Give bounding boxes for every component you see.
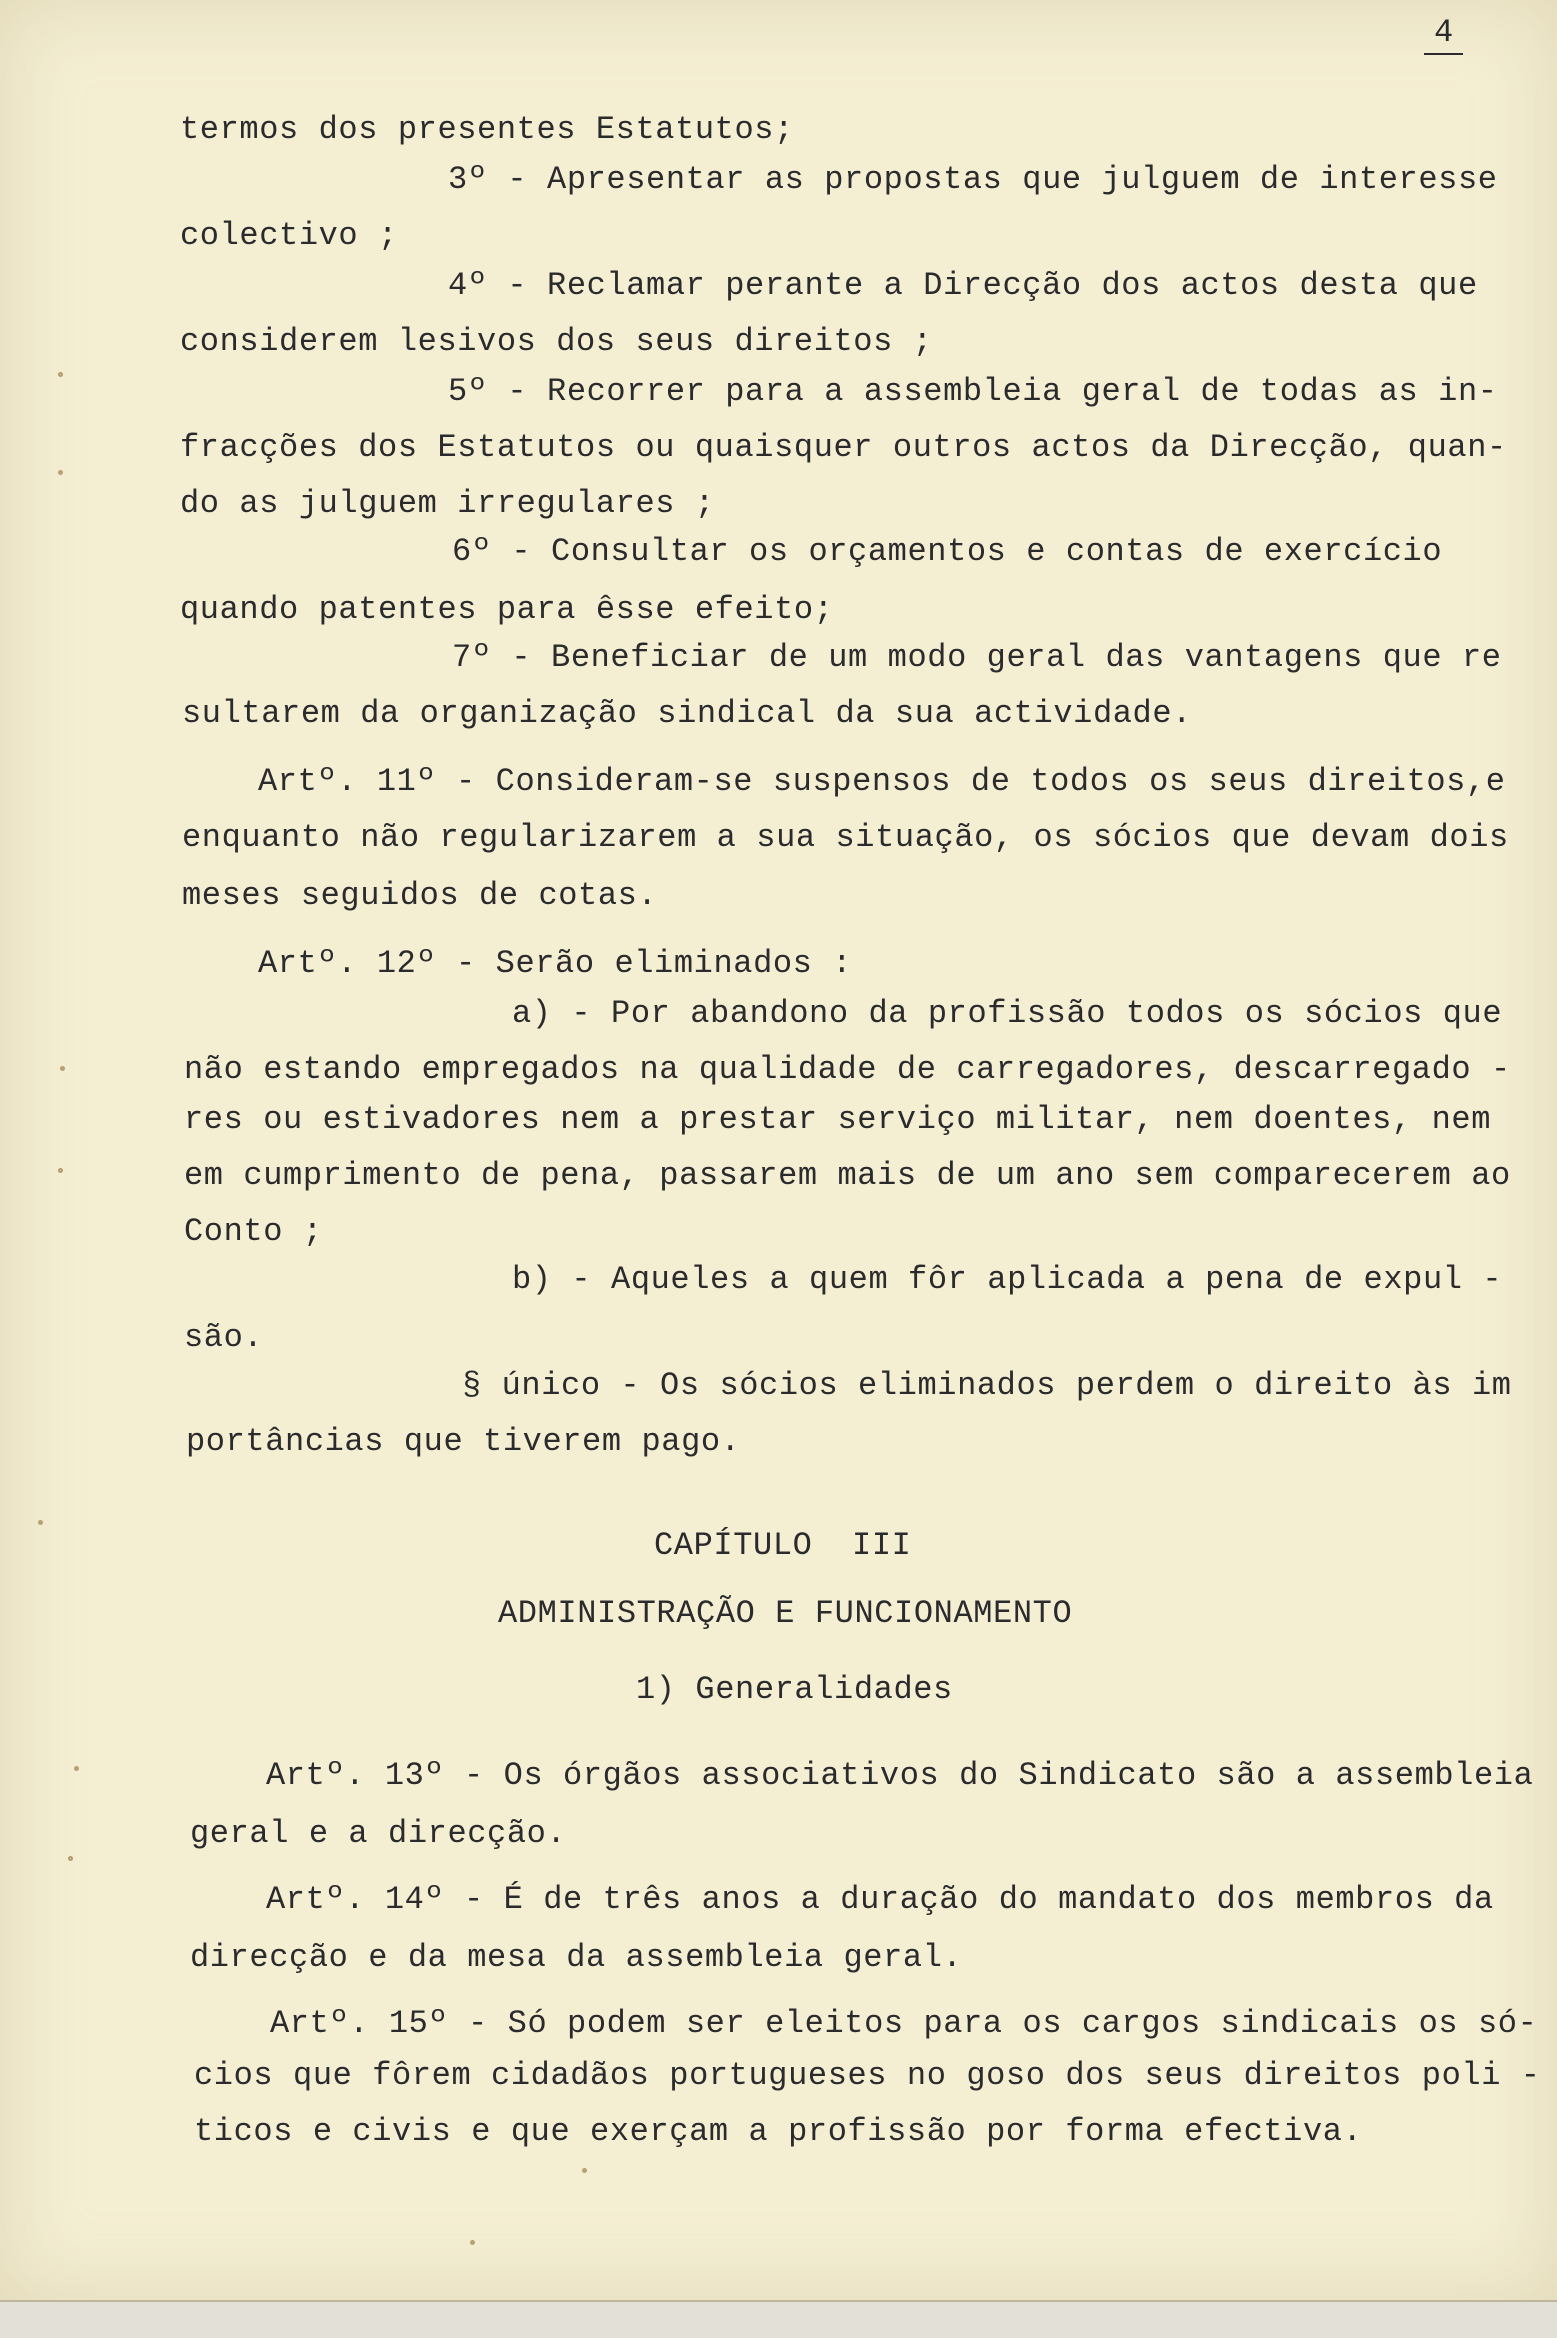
text-line: geral e a direcção. — [190, 1815, 567, 1852]
paper-speck — [58, 470, 63, 475]
text-line: termos dos presentes Estatutos; — [180, 111, 794, 148]
text-line: 3º - Apresentar as propostas que julguem de interesse — [448, 161, 1498, 198]
text-line: portâncias que tiverem pago. — [186, 1423, 741, 1460]
text-line: Artº. 11º - Consideram-se suspensos de todos os seus direitos,e — [258, 763, 1506, 800]
text-line: direcção e da mesa da assembleia geral. — [190, 1939, 963, 1976]
text-line: do as julguem irregulares ; — [180, 485, 715, 522]
text-line: fracções dos Estatutos ou quaisquer outros actos da Direcção, quan- — [180, 429, 1507, 466]
text-line: 4º - Reclamar perante a Direcção dos actos desta que — [448, 267, 1478, 304]
text-line: não estando empregados na qualidade de carregadores, descarregado - — [184, 1051, 1511, 1088]
chapter-heading: CAPÍTULO III — [654, 1527, 912, 1564]
text-line: § único - Os sócios eliminados perdem o direito às im — [462, 1367, 1512, 1404]
text-line: ticos e civis e que exerçam a profissão por forma efectiva. — [194, 2113, 1363, 2150]
section-heading: 1) Generalidades — [636, 1671, 953, 1708]
text-line: a) - Por abandono da profissão todos os sócios que — [512, 995, 1503, 1032]
text-line: considerem lesivos dos seus direitos ; — [180, 323, 933, 360]
paper-speck — [58, 372, 63, 377]
paper-speck — [68, 1856, 73, 1861]
text-line: res ou estivadores nem a prestar serviço militar, nem doentes, nem — [184, 1101, 1492, 1138]
paper-speck — [470, 2240, 475, 2245]
text-line: enquanto não regularizarem a sua situação, os sócios que devam dois — [182, 819, 1509, 856]
text-line: Artº. 15º - Só podem ser eleitos para os cargos sindicais os só- — [270, 2005, 1538, 2042]
text-line: 5º - Recorrer para a assembleia geral de todas as in- — [448, 373, 1498, 410]
text-line: b) - Aqueles a quem fôr aplicada a pena de expul - — [512, 1261, 1503, 1298]
text-line: Artº. 12º - Serão eliminados : — [258, 945, 853, 982]
paper-speck — [74, 1766, 79, 1771]
text-line: colectivo ; — [180, 217, 398, 254]
text-line: cios que fôrem cidadãos portugueses no goso dos seus direitos poli - — [194, 2057, 1541, 2094]
page-bottom-edge — [0, 2300, 1557, 2338]
paper-speck — [38, 1520, 43, 1525]
chapter-title: ADMINISTRAÇÃO E FUNCIONAMENTO — [498, 1595, 1073, 1632]
paper-speck — [58, 1168, 63, 1173]
text-line: em cumprimento de pena, passarem mais de um ano sem comparecerem ao — [184, 1157, 1511, 1194]
text-line: 6º - Consultar os orçamentos e contas de exercício — [452, 533, 1443, 570]
text-line: sultarem da organização sindical da sua actividade. — [182, 695, 1192, 732]
text-line: 7º - Beneficiar de um modo geral das vantagens que re — [452, 639, 1502, 676]
text-line: meses seguidos de cotas. — [182, 877, 658, 914]
text-line: Artº. 14º - É de três anos a duração do mandato dos membros da — [266, 1881, 1494, 1918]
text-line: são. — [184, 1319, 264, 1356]
paper-speck — [582, 2168, 587, 2173]
paper-speck — [60, 1066, 65, 1071]
text-line: quando patentes para êsse efeito; — [180, 591, 834, 628]
text-line: Conto ; — [184, 1213, 323, 1250]
text-line: Artº. 13º - Os órgãos associativos do Sindicato são a assembleia — [266, 1757, 1534, 1794]
page-number: 4 — [1424, 14, 1463, 55]
